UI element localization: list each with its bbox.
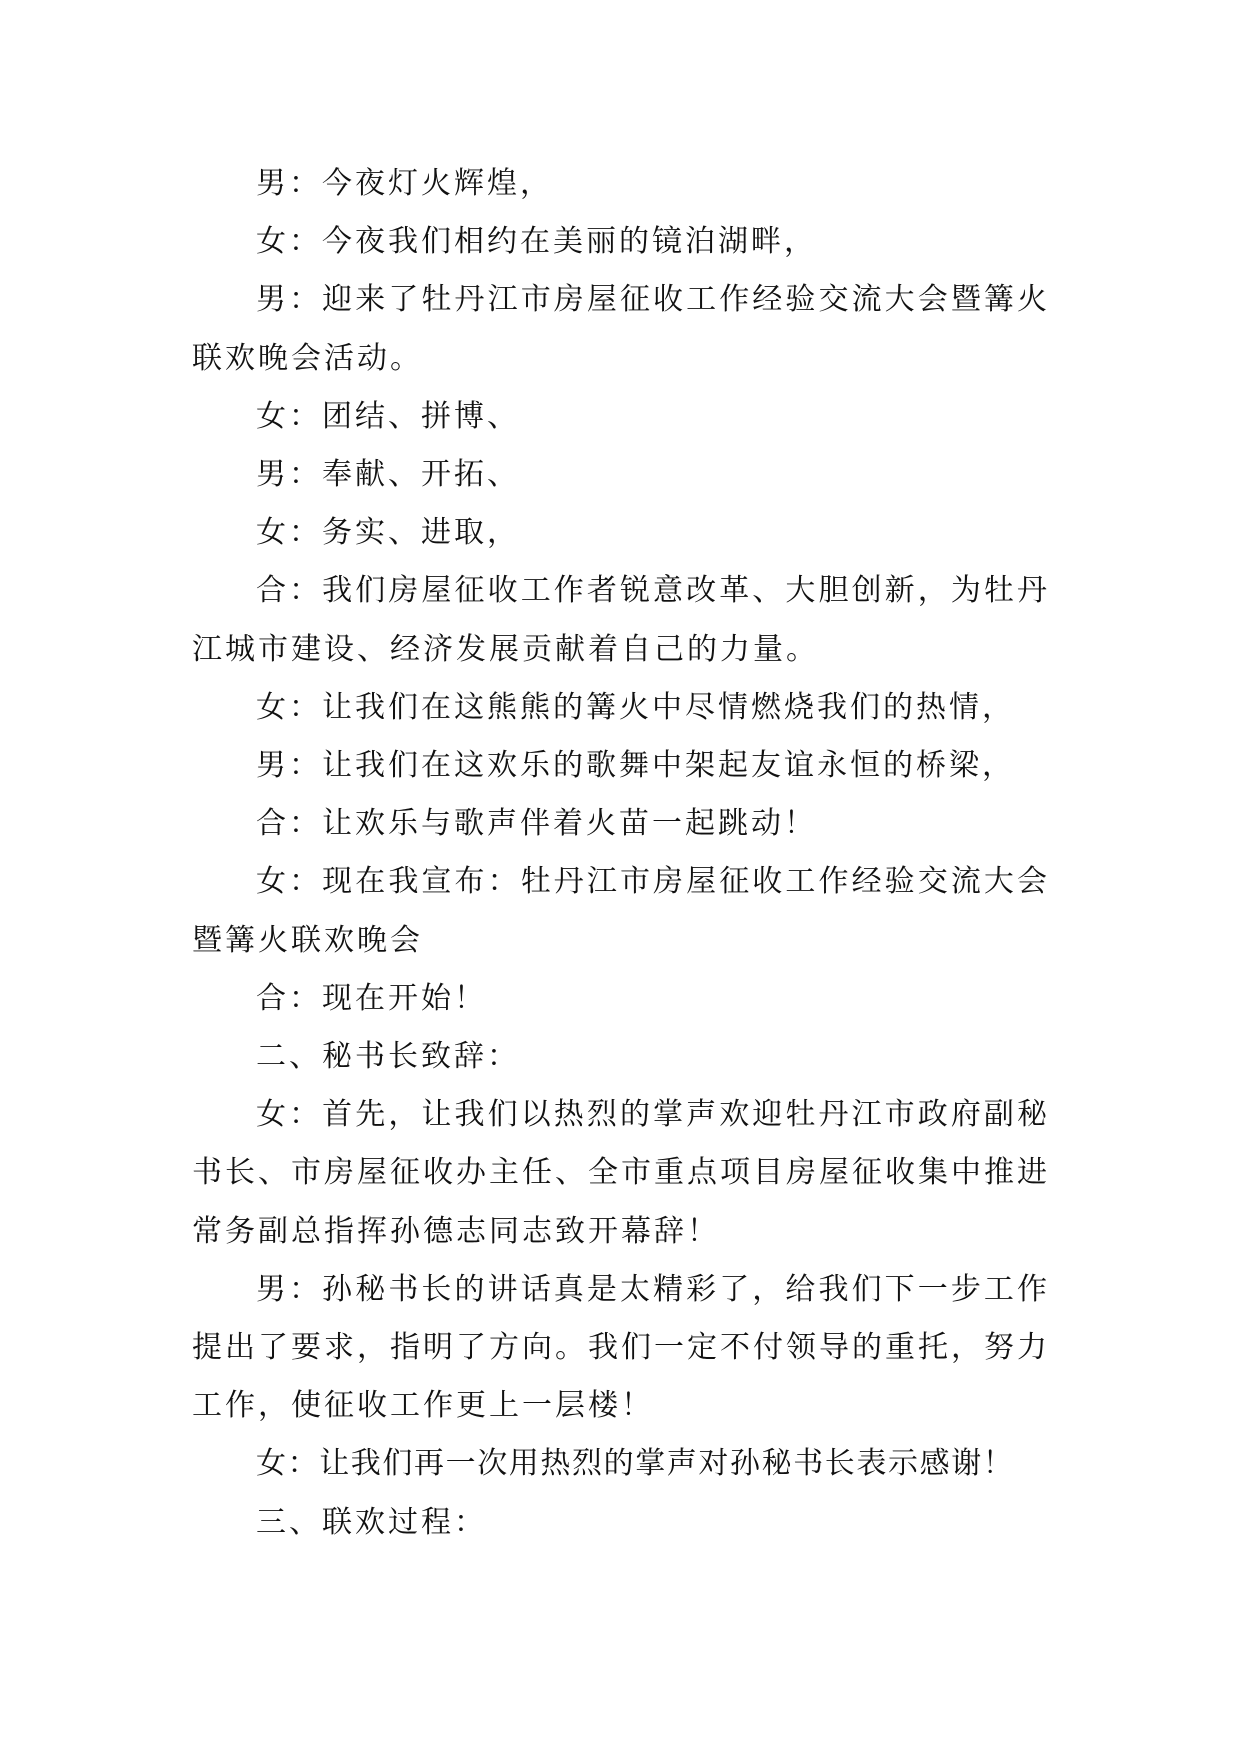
- paragraph-10: 合：让欢乐与歌声伴着火苗一起跳动！: [256, 806, 817, 842]
- paragraph-5: 男：奉献、开拓、: [256, 457, 520, 493]
- paragraph-15: 男：孙秘书长的讲话真是太精彩了，给我们下一步工作提出了要求，指明了方向。我们一定不付领导的重托，努力工作，使征收工作更上一层楼！: [192, 1271, 1050, 1424]
- document-page: [192, 155, 1050, 1552]
- paragraph-9: 男：让我们在这欢乐的歌舞中架起友谊永恒的桥梁，: [256, 748, 1015, 784]
- paragraph-7: 合：我们房屋征收工作者锐意改革、大胆创新，为牡丹江城市建设、经济发展贡献着自己的力量。: [192, 573, 1050, 667]
- paragraph-4: 女：团结、拼博、: [256, 398, 520, 434]
- paragraph-2: 女：今夜我们相约在美丽的镜泊湖畔，: [256, 224, 817, 260]
- paragraph-8: 女：让我们在这熊熊的篝火中尽情燃烧我们的热情，: [256, 689, 1015, 725]
- paragraph-11: 女：现在我宣布：牡丹江市房屋征收工作经验交流大会暨篝火联欢晚会: [192, 864, 1050, 958]
- paragraph-16: 女：让我们再一次用热烈的掌声对孙秘书长表示感谢！: [256, 1446, 1015, 1482]
- paragraph-12: 合：现在开始！: [256, 980, 487, 1016]
- paragraph-14: 女：首先，让我们以热烈的掌声欢迎牡丹江市政府副秘书长、市房屋征收办主任、全市重点项目房屋征收集中推进常务副总指挥孙德志同志致开幕辞！: [192, 1097, 1050, 1249]
- paragraph-6: 女：务实、进取，: [256, 515, 520, 551]
- section-heading-3: 三、联欢过程：: [256, 1504, 487, 1540]
- section-heading-2: 二、秘书长致辞：: [256, 1039, 520, 1075]
- paragraph-3: 男：迎来了牡丹江市房屋征收工作经验交流大会暨篝火联欢晚会活动。: [192, 282, 1050, 376]
- paragraph-1: 男：今夜灯火辉煌，: [256, 166, 553, 201]
